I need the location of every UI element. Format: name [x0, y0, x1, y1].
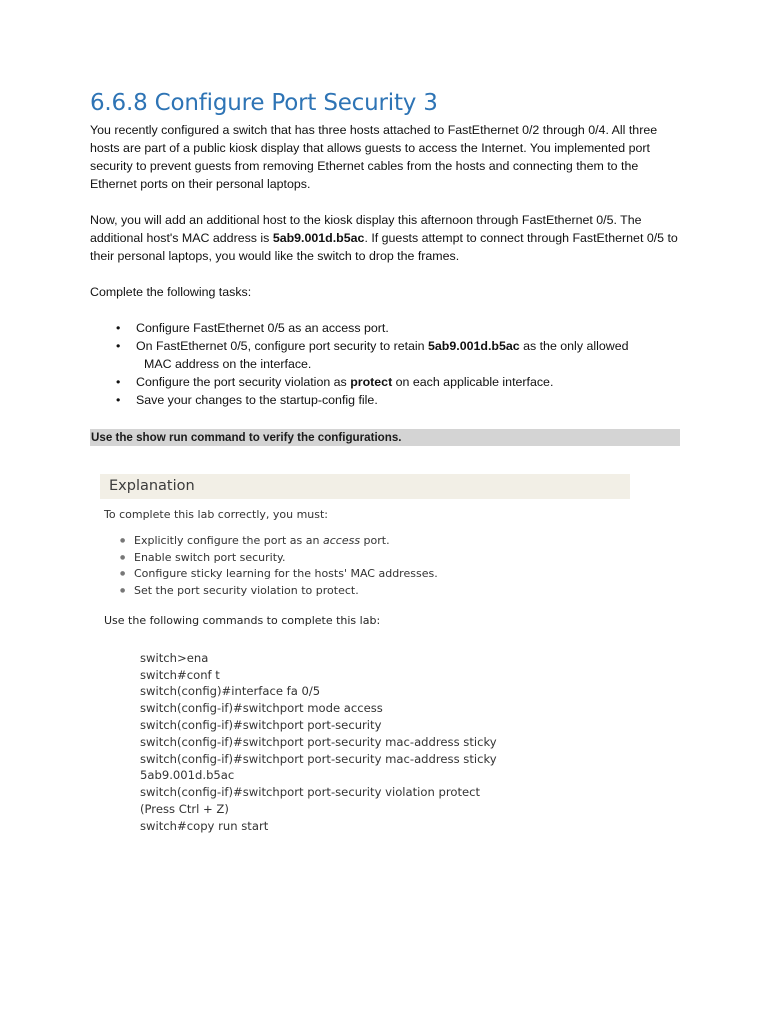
list-item: ● Set the port security violation to protect.: [134, 583, 660, 600]
list-item: ● Configure sticky learning for the hosts' MAC addresses.: [134, 566, 660, 583]
command-line: switch(config-if)#switchport port-security mac-address sticky: [140, 751, 497, 766]
document-body: [90, 90, 680, 409]
command-list: [140, 650, 660, 835]
page-title: 6.6.8 Configure Port Security 3: [90, 90, 438, 116]
command-line: switch(config-if)#switchport port-security: [140, 718, 382, 732]
command-line: switch(config-if)#switchport mode access: [140, 701, 383, 716]
verify-command: show run: [136, 431, 188, 444]
task-3-text-a: Configure the port security violation as: [136, 375, 351, 389]
list-item: [134, 391, 680, 409]
intro-paragraph-2: [90, 211, 680, 265]
task-list: [90, 319, 680, 409]
task-4-text: Save your changes to the startup-config file.: [136, 393, 378, 407]
explanation-intro: To complete this lab correctly, you must:: [104, 508, 329, 521]
command-line: switch(config-if)#switchport port-security mac-address sticky: [140, 734, 497, 749]
task-2-mac: 5ab9.001d.b5ac: [428, 339, 520, 353]
command-line: switch#copy run start: [140, 818, 269, 833]
list-item: [134, 319, 680, 337]
intro-paragraph-2-text-a: Now, you will add an additional host to the kiosk display this afternoon through FastEthernet 0/5. The additional host's MAC address is: [90, 213, 642, 245]
command-line: switch#conf t: [140, 667, 220, 682]
list-item: [134, 373, 680, 391]
command-line: switch(config-if)#switchport port-security violation protect: [140, 785, 481, 800]
req-1-text-b: port.: [360, 534, 390, 547]
explanation-section: [100, 474, 660, 835]
task-2-text-b: as the only allowed: [519, 339, 629, 353]
tasks-intro: Complete the following tasks:: [90, 285, 252, 299]
explanation-header: Explanation: [100, 474, 630, 499]
req-1-text-a: Explicitly configure the port as an: [134, 534, 323, 547]
verify-banner: [90, 429, 680, 446]
task-1-text: Configure FastEthernet 0/5 as an access port.: [136, 321, 389, 335]
command-line: (Press Ctrl + Z): [140, 801, 229, 816]
req-1-emphasis: access: [322, 534, 361, 547]
command-line: switch(config)#interface fa 0/5: [140, 684, 321, 699]
list-item: ● Enable switch port security.: [134, 550, 660, 567]
task-2-text-c: MAC address on the interface.: [144, 357, 312, 371]
verify-text-a: Use the: [91, 431, 137, 444]
mac-address-text: 5ab9.001d.b5ac: [272, 231, 365, 245]
command-line: 5ab9.001d.b5ac: [140, 768, 235, 783]
commands-intro: Use the following commands to complete this lab:: [104, 613, 381, 627]
requirements-list: [100, 533, 660, 600]
command-line: switch>ena: [140, 650, 209, 665]
intro-paragraph-1-text: You recently configured a switch that has three hosts attached to FastEthernet 0/2 through 0/4. All three hosts are part of a public kiosk display that allows guests to access the Internet. You implemented port security to prevent guests from removing Ethernet cables from the hosts and connecting them to the Ethernet ports on their personal laptops.: [90, 123, 658, 191]
list-item: [134, 337, 680, 373]
task-2-text-a: On FastEthernet 0/5, configure port security to retain: [136, 339, 429, 353]
list-item: [134, 533, 660, 550]
intro-paragraph-2-text-b: . If guests attempt to connect through FastEthernet 0/5 to their personal laptops, you would like the switch to drop the frames.: [90, 231, 678, 263]
intro-paragraph-1: [90, 121, 680, 193]
verify-text-b: command to verify the configurations.: [187, 431, 402, 444]
task-3-bold: protect: [350, 375, 393, 389]
task-3-text-b: on each applicable interface.: [392, 375, 554, 389]
